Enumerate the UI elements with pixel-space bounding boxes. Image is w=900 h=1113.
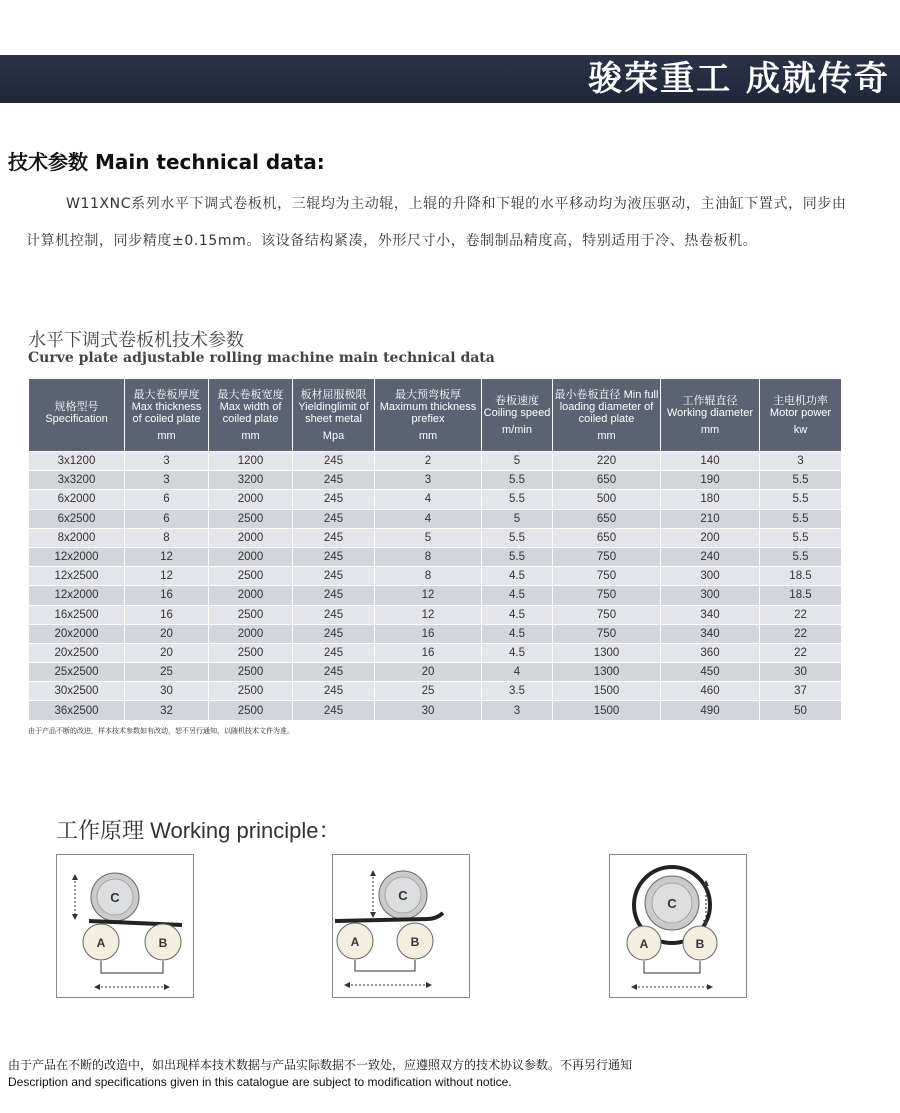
table-cell: 3 [760,452,842,471]
column-header-label: 最大卷板厚度 Max thickness of coiled plate [131,388,202,425]
table-cell: 300 [661,567,760,586]
table-cell: 245 [293,528,375,547]
table-cell: 460 [661,682,760,701]
table-cell: 4 [375,509,482,528]
column-header-unit: Mpa [322,429,345,442]
table-cell: 2500 [209,605,293,624]
header-banner [0,55,900,103]
table-title-en: Curve plate adjustable rolling machine main technical data [28,350,495,366]
section-title: 技术参数 Main technical data: [8,150,325,174]
table-cell: 240 [661,547,760,566]
roll-a-label: A [96,936,106,950]
table-cell: 4 [375,490,482,509]
table-cell: 30 [375,701,482,720]
column-header [375,379,482,452]
table-row [29,490,842,509]
table-cell: 8x2000 [29,528,125,547]
table-cell: 245 [293,490,375,509]
table-cell: 30 [760,663,842,682]
table-cell: 1500 [553,682,661,701]
table-cell: 220 [553,452,661,471]
table-cell: 20x2000 [29,624,125,643]
table-cell: 5 [375,528,482,547]
table-cell: 12x2500 [29,567,125,586]
table-cell: 245 [293,605,375,624]
table-row [29,624,842,643]
table-header-row [29,379,842,452]
table-row [29,586,842,605]
table-row [29,471,842,490]
table-cell: 4.5 [482,567,553,586]
table-cell: 245 [293,663,375,682]
table-cell: 245 [293,682,375,701]
table-cell: 3.5 [482,682,553,701]
column-header [482,379,553,452]
table-cell: 16x2500 [29,605,125,624]
roll-b-label: B [410,935,420,949]
table-cell: 2000 [209,586,293,605]
table-cell: 12x2000 [29,547,125,566]
roll-c-label: C [110,890,120,905]
table-cell: 245 [293,471,375,490]
column-header-label: 最大卷板宽度 Max width of coiled plate [217,388,284,425]
table-cell: 50 [760,701,842,720]
column-header [209,379,293,452]
table-cell: 245 [293,509,375,528]
table-cell: 650 [553,509,661,528]
table-cell: 22 [760,624,842,643]
table-cell: 1200 [209,452,293,471]
table-cell: 4.5 [482,586,553,605]
table-cell: 2000 [209,490,293,509]
diagram-stage-3 [609,854,747,998]
column-header-unit: mm [241,429,260,442]
column-header [125,379,209,452]
banner-slogan: 骏荣重工 成就传奇 [588,59,890,99]
table-title-cn: 水平下调式卷板机技术参数 [28,330,244,351]
table-cell: 2000 [209,624,293,643]
table-cell: 3 [125,471,209,490]
table-cell: 2500 [209,663,293,682]
table-cell: 650 [553,471,661,490]
table-row [29,682,842,701]
table-cell: 3 [125,452,209,471]
table-cell: 12 [125,567,209,586]
table-cell: 190 [661,471,760,490]
table-cell: 25x2500 [29,663,125,682]
table-cell: 18.5 [760,586,842,605]
table-cell: 490 [661,701,760,720]
table-row [29,528,842,547]
table-cell: 750 [553,586,661,605]
table-cell: 4.5 [482,643,553,662]
table-row [29,605,842,624]
table-cell: 200 [661,528,760,547]
diagram-stage-1 [56,854,194,998]
table-cell: 8 [375,547,482,566]
column-header-label: 卷板速度 Coiling speed [483,394,551,419]
table-cell: 1300 [553,643,661,662]
table-cell: 4 [482,663,553,682]
table-row [29,701,842,720]
table-cell: 32 [125,701,209,720]
table-cell: 5.5 [760,471,842,490]
table-cell: 750 [553,547,661,566]
table-body [29,452,842,721]
roll-b-label: B [695,937,705,951]
table-cell: 245 [293,643,375,662]
roll-a-label: A [350,935,360,949]
table-cell: 16 [125,605,209,624]
table-note: 由于产品不断的改进，样本技术参数如有改动，恕不另行通知，以随机技术文件为准。 [28,727,294,735]
column-header-label: 规格型号 Specification [45,400,108,425]
column-header [29,379,125,452]
working-principle-title: 工作原理 Working principle： [56,818,341,843]
table-cell: 22 [760,605,842,624]
table-cell: 8 [375,567,482,586]
table-cell: 16 [375,624,482,643]
table-cell: 750 [553,567,661,586]
roll-c-label: C [667,896,677,911]
table-cell: 5 [482,452,553,471]
table-cell: 450 [661,663,760,682]
spec-table [28,378,842,721]
table-cell: 25 [125,663,209,682]
table-cell: 30 [125,682,209,701]
roll-b-label: B [158,936,168,950]
column-header-unit: mm [157,429,176,442]
table-row [29,567,842,586]
table-cell: 6 [125,509,209,528]
table-cell: 3200 [209,471,293,490]
table-cell: 18.5 [760,567,842,586]
table-cell: 5 [482,509,553,528]
table-cell: 2500 [209,643,293,662]
table-cell: 6x2500 [29,509,125,528]
column-header-label: 主电机功率 Motor power [769,394,832,419]
table-cell: 20 [125,643,209,662]
column-header-label: 工作辊直径 Working diameter [667,394,753,419]
roll-c-label: C [398,888,408,903]
column-header-unit: mm [597,429,616,442]
table-row [29,452,842,471]
table-cell: 36x2500 [29,701,125,720]
table-cell: 12 [375,605,482,624]
table-cell: 1300 [553,663,661,682]
table-cell: 1500 [553,701,661,720]
table-cell: 140 [661,452,760,471]
table-cell: 245 [293,624,375,643]
column-header [553,379,661,452]
table-cell: 245 [293,701,375,720]
table-cell: 22 [760,643,842,662]
table-cell: 16 [375,643,482,662]
table-cell: 3 [482,701,553,720]
intro-paragraph: W11XNC系列水平下调式卷板机，三辊均为主动辊，上辊的升降和下辊的水平移动均为液压驱动，主油缸下置式，同步由计算机控制，同步精度±0.15mm。该设备结构紧凑，外形尺寸小，卷制制品精度高，特别适用于冷、热卷板机。 [26,196,847,249]
table-cell: 2500 [209,509,293,528]
column-header-unit: mm [700,423,720,436]
table-cell: 650 [553,528,661,547]
table-cell: 5.5 [482,547,553,566]
table-cell: 4.5 [482,605,553,624]
table-cell: 245 [293,547,375,566]
column-header-unit: kw [793,423,808,436]
roll-a-label: A [639,937,649,951]
table-cell: 210 [661,509,760,528]
table-cell: 2500 [209,701,293,720]
table-cell: 340 [661,605,760,624]
table-row [29,663,842,682]
table-row [29,547,842,566]
table-cell: 12 [375,586,482,605]
column-header [760,379,842,452]
diagram-stage-2 [332,854,470,998]
table-cell: 750 [553,624,661,643]
column-header [293,379,375,452]
table-cell: 2500 [209,682,293,701]
table-cell: 2500 [209,567,293,586]
table-cell: 5.5 [482,528,553,547]
table-cell: 5.5 [760,547,842,566]
footer-note-cn: 由于产品在不断的改造中，如出现样本技术数据与产品实际数据不一致处，应遵照双方的技术协议参数。不再另行通知 [8,1058,633,1072]
table-cell: 340 [661,624,760,643]
table-cell: 25 [375,682,482,701]
table-cell: 6x2000 [29,490,125,509]
table-cell: 20 [375,663,482,682]
table-cell: 5.5 [482,490,553,509]
table-cell: 12 [125,547,209,566]
column-header [661,379,760,452]
table-cell: 300 [661,586,760,605]
table-cell: 16 [125,586,209,605]
table-cell: 245 [293,567,375,586]
table-cell: 20 [125,624,209,643]
column-header-label: 板材屈服极限 Yieldinglimit of sheet metal [298,388,369,425]
table-cell: 6 [125,490,209,509]
table-cell: 30x2500 [29,682,125,701]
table-row [29,509,842,528]
column-header-label: 最大预弯板厚 Maximum thickness prefiex [379,388,477,425]
table-cell: 245 [293,452,375,471]
table-cell: 37 [760,682,842,701]
table-cell: 245 [293,586,375,605]
table-cell: 20x2500 [29,643,125,662]
table-cell: 5.5 [760,509,842,528]
table-cell: 360 [661,643,760,662]
table-cell: 8 [125,528,209,547]
column-header-label: 最小卷板直径 Min full loading diameter of coiled plate [554,388,659,425]
table-cell: 12x2000 [29,586,125,605]
table-cell: 2 [375,452,482,471]
table-cell: 5.5 [760,528,842,547]
table-cell: 3x1200 [29,452,125,471]
table-cell: 3x3200 [29,471,125,490]
table-cell: 2000 [209,547,293,566]
table-cell: 2000 [209,528,293,547]
table-row [29,643,842,662]
table-cell: 180 [661,490,760,509]
table-cell: 750 [553,605,661,624]
column-header-unit: mm [418,429,438,442]
table-cell: 4.5 [482,624,553,643]
column-header-unit: m/min [502,423,532,436]
table-cell: 5.5 [482,471,553,490]
footer-note-en: Description and specifications given in this catalogue are subject to modification without notice. [8,1075,512,1089]
table-cell: 500 [553,490,661,509]
table-cell: 5.5 [760,490,842,509]
table-cell: 3 [375,471,482,490]
